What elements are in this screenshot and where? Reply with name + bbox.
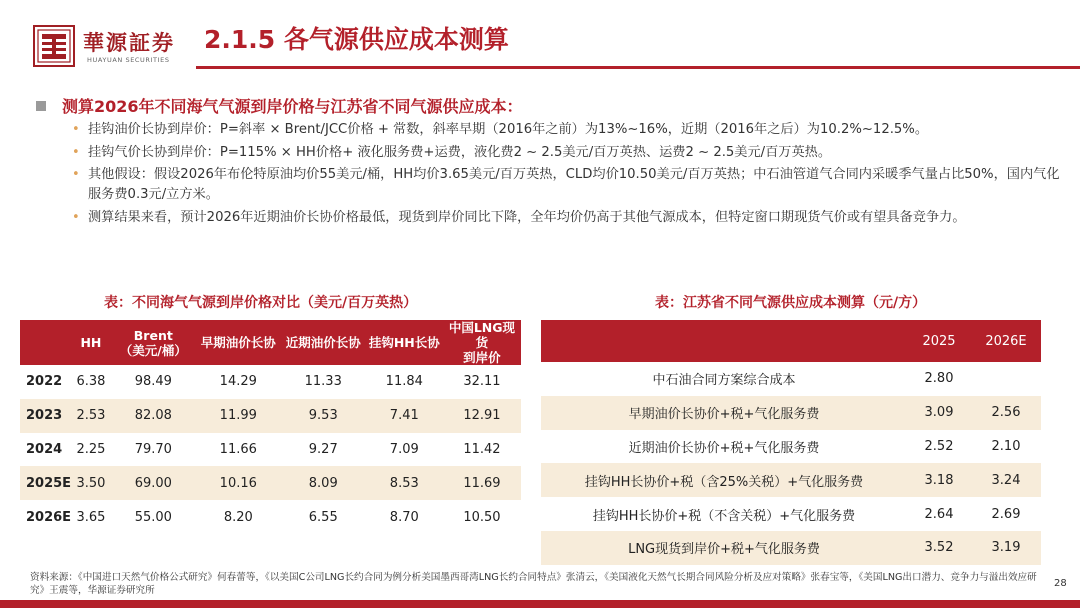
- table-cell: 9.27: [308, 441, 338, 457]
- bullet-dot-icon: •: [72, 167, 80, 182]
- year-cell: 2023: [20, 399, 71, 433]
- table-cell: 82.08: [111, 399, 196, 433]
- row-label: 近期油价长协价+税+气化服务费: [628, 440, 820, 456]
- table-cell: 98.49: [134, 374, 172, 390]
- sub-bullet: [72, 120, 1062, 140]
- column-header: HH: [71, 320, 111, 365]
- table-cell: 7.41: [366, 399, 443, 433]
- sub-bullet-text: 其他假设：假设2026年布伦特原油均价55美元/桶，HH均价3.65美元/百万英热，CLD均价10.50美元/百万英热；中石油管道气合同内采暖季气量占比50%，国内气化服务费0.3元/立方米。: [88, 167, 1060, 202]
- footer-bar: [0, 600, 1080, 608]
- year-cell: 2022: [26, 374, 63, 390]
- table-cell: 8.09: [281, 466, 366, 500]
- row-label: 挂钩HH长协价+税（不含关税）+气化服务费: [592, 508, 856, 524]
- row-label: 早期油价长协价+税+气化服务费: [541, 396, 907, 430]
- logo-seal-icon: [33, 25, 75, 67]
- table-cell: 2.80: [924, 371, 954, 387]
- logo-name-cn: 華源証券: [83, 30, 175, 55]
- table-header-row: [20, 320, 521, 365]
- row-label: LNG现货到岸价+税+气化服务费: [541, 531, 907, 565]
- sub-bullet: [72, 143, 1062, 163]
- table-row: [541, 362, 1041, 396]
- column-header: [443, 320, 521, 365]
- table-row: [541, 463, 1041, 497]
- page-number: 28: [1054, 578, 1067, 589]
- table-cell: 8.20: [223, 509, 253, 525]
- table-cell: 11.42: [463, 441, 501, 457]
- table-cell: 32.11: [463, 374, 501, 390]
- table-cell: [971, 362, 1041, 396]
- table2-caption: 表：江苏省不同气源供应成本测算（元/方）: [655, 295, 927, 311]
- table-cell: 55.00: [134, 509, 172, 525]
- column-header: 2026E: [971, 320, 1041, 362]
- table-cell: 2.52: [924, 438, 954, 454]
- main-bullet: [36, 94, 523, 117]
- table-cell: 2.64: [924, 506, 954, 522]
- table-cell: 6.55: [308, 509, 338, 525]
- logo-name-en: HUAYUAN SECURITIES: [87, 56, 170, 64]
- table-cell: 12.91: [443, 399, 521, 433]
- year-cell: 2024: [26, 441, 63, 457]
- table-cell: 3.09: [907, 396, 971, 430]
- table-cell: 69.00: [111, 466, 196, 500]
- column-header: [541, 320, 907, 362]
- sub-bullet-list: [72, 120, 1062, 230]
- square-bullet-icon: [36, 101, 46, 111]
- table-cell: 6.38: [76, 374, 106, 390]
- sub-bullet-text: 挂钩气价长协到岸价：P=115% × HH价格+ 液化服务费+运费，液化费2 ~ 2.5美元/百万英热、运费2 ~ 2.5美元/百万英热。: [88, 144, 832, 160]
- column-header: 近期油价长协: [281, 320, 366, 365]
- table-cell: 3.65: [76, 509, 106, 525]
- table-cell: 11.66: [219, 441, 257, 457]
- column-header: 早期油价长协: [196, 320, 281, 365]
- column-header-line1: Brent: [133, 327, 173, 343]
- header-divider: [196, 66, 1080, 69]
- lng-price-table: [20, 320, 521, 534]
- table-cell: 3.52: [907, 531, 971, 565]
- sub-bullet-text: 挂钩油价长协到岸价：P=斜率 × Brent/JCC价格 + 常数，斜率早期（2016年之前）为13%~16%，近期（2016年之后）为10.2%~12.5%。: [88, 122, 929, 137]
- table-cell: 3.19: [971, 531, 1041, 565]
- table-cell: 8.70: [389, 509, 419, 525]
- table-cell: 10.16: [196, 466, 281, 500]
- table-cell: 2.56: [971, 396, 1041, 430]
- table-row: [20, 399, 521, 433]
- sub-bullet-text: 测算结果来看，预计2026年近期油价长协价格最低，现货到岸价同比下降，全年均价仍高于其他气源成本，但特定窗口期现货气价或有望具备竞争力。: [88, 209, 966, 225]
- page-title: 2.1.5 各气源供应成本测算: [204, 25, 509, 54]
- row-label: 挂钩HH长协价+税（含25%关税）+气化服务费: [541, 463, 907, 497]
- year-cell: 2025E: [20, 466, 71, 500]
- table-cell: 11.84: [385, 374, 423, 390]
- year-cell: 2026E: [26, 509, 72, 525]
- column-header-line2: 到岸价: [463, 350, 501, 365]
- table-cell: 14.29: [219, 374, 257, 390]
- table-header-row: [541, 320, 1041, 362]
- table-row: [20, 466, 521, 500]
- table-cell: 11.99: [196, 399, 281, 433]
- column-header: [20, 320, 71, 365]
- column-header: 2025: [907, 320, 971, 362]
- table-cell: 11.33: [304, 374, 342, 390]
- jiangsu-cost-table: [541, 320, 1041, 565]
- table-cell: 9.53: [281, 399, 366, 433]
- table-cell: 2.10: [991, 438, 1021, 454]
- table-cell: 10.50: [463, 509, 501, 525]
- table-cell: 7.09: [389, 441, 419, 457]
- table-cell: 8.53: [366, 466, 443, 500]
- table1-caption: 表：不同海气气源到岸价格对比（美元/百万英热）: [104, 295, 418, 311]
- company-logo: [33, 25, 183, 71]
- row-label: 中石油合同方案综合成本: [652, 373, 796, 389]
- table-cell: 2.53: [71, 399, 111, 433]
- table-cell: 11.69: [443, 466, 521, 500]
- table-row: [541, 497, 1041, 531]
- bullet-dot-icon: •: [72, 209, 80, 225]
- table-row: [20, 433, 521, 467]
- bullet-dot-icon: •: [72, 144, 80, 160]
- table-cell: 3.18: [907, 463, 971, 497]
- table-row: [541, 396, 1041, 430]
- table-cell: 79.70: [134, 441, 172, 457]
- table-row: [541, 430, 1041, 464]
- sub-bullet: [72, 208, 1062, 228]
- table-cell: 3.50: [71, 466, 111, 500]
- table-cell: 2.25: [76, 441, 106, 457]
- table-row: [20, 500, 521, 534]
- column-header: 挂钩HH长协: [366, 320, 443, 365]
- sub-bullet: [72, 165, 1062, 205]
- table-row: [541, 531, 1041, 565]
- bullet-dot-icon: •: [72, 122, 80, 137]
- table-cell: 3.24: [971, 463, 1041, 497]
- column-header-line2: （美元/桶）: [119, 342, 187, 358]
- column-header: [111, 320, 196, 365]
- table-row: [20, 365, 521, 399]
- source-note: 资料来源：《中国进口天然气价格公式研究》何春蕾等，《以美国C公司LNG长约合同为例分析美国墨西哥湾LNG长约合同特点》张清云，《美国液化天然气长期合同风险分析及应对策略》张春宝等，《美国LNG出口潜力、竞争力与溢出效应研究》王震等，华源证券研究所: [30, 572, 1037, 596]
- column-header-line1: 中国LNG现货: [448, 320, 516, 350]
- table-cell: 2.69: [991, 506, 1021, 522]
- main-bullet-text: 测算2026年不同海气气源到岸价格与江苏省不同气源供应成本：: [62, 97, 523, 116]
